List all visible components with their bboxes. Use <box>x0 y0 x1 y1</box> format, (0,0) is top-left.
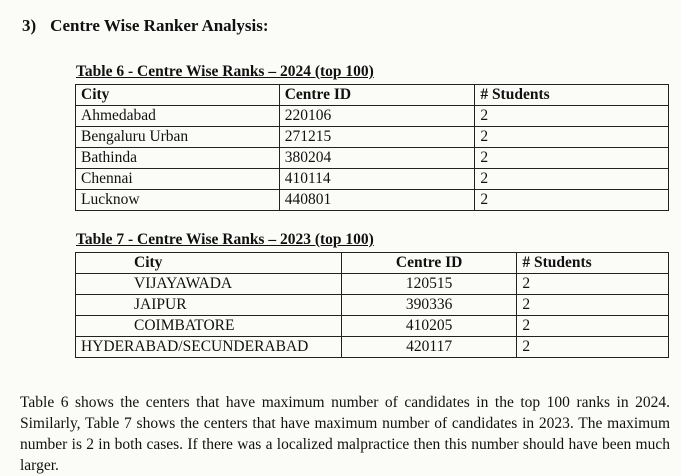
city-cell: Lucknow <box>76 190 280 211</box>
students-cell: 2 <box>517 295 669 316</box>
table-row <box>76 316 669 337</box>
table7-header-city: City <box>76 253 342 274</box>
table7-caption: Table 7 - Centre Wise Ranks – 2023 (top 100) <box>76 231 374 248</box>
table-row <box>76 337 669 358</box>
table6-header-students: # Students <box>475 85 669 106</box>
centre-id-cell: 380204 <box>279 148 475 169</box>
students-cell: 2 <box>475 190 669 211</box>
city-cell: JAIPUR <box>76 295 342 316</box>
students-cell: 2 <box>517 337 669 358</box>
table7-header-row <box>76 253 669 274</box>
table6-header-city: City <box>76 85 280 106</box>
table-row <box>76 148 669 169</box>
city-cell: HYDERABAD/SECUNDERABAD <box>76 337 342 358</box>
table6 <box>75 84 669 211</box>
table-row <box>76 127 669 148</box>
centre-id-cell: 440801 <box>279 190 475 211</box>
students-cell: 2 <box>475 106 669 127</box>
centre-id-cell: 420117 <box>341 337 516 358</box>
section-heading <box>22 16 269 36</box>
table-row <box>76 274 669 295</box>
table-row <box>76 106 669 127</box>
city-cell: Chennai <box>76 169 280 190</box>
body-paragraph: Table 6 shows the centers that have maximum number of candidates in the top 100 ranks in 2024. Similarly, Table 7 shows the centers that have maximum number of candidates in 2023. The maximum number is 2 in both cases. If there was a localized malpractice then this number should have been much larger. <box>20 393 670 474</box>
table-row <box>76 190 669 211</box>
table6-header-centre-id: Centre ID <box>279 85 475 106</box>
city-cell: COIMBATORE <box>76 316 342 337</box>
city-cell: Ahmedabad <box>76 106 280 127</box>
table7-header-centre-id: Centre ID <box>341 253 516 274</box>
centre-id-cell: 390336 <box>341 295 516 316</box>
centre-id-cell: 120515 <box>341 274 516 295</box>
city-cell: Bathinda <box>76 148 280 169</box>
section-number: 3) <box>22 16 37 35</box>
centre-id-cell: 271215 <box>279 127 475 148</box>
students-cell: 2 <box>517 274 669 295</box>
table7 <box>75 252 669 358</box>
table6-caption: Table 6 - Centre Wise Ranks – 2024 (top 100) <box>76 63 374 80</box>
city-cell: VIJAYAWADA <box>76 274 342 295</box>
table-row <box>76 295 669 316</box>
centre-id-cell: 410205 <box>341 316 516 337</box>
students-cell: 2 <box>475 169 669 190</box>
table-row <box>76 169 669 190</box>
city-cell: Bengaluru Urban <box>76 127 280 148</box>
students-cell: 2 <box>475 127 669 148</box>
table7-header-students: # Students <box>517 253 669 274</box>
students-cell: 2 <box>517 316 669 337</box>
centre-id-cell: 410114 <box>279 169 475 190</box>
section-title: Centre Wise Ranker Analysis: <box>50 16 269 35</box>
centre-id-cell: 220106 <box>279 106 475 127</box>
table6-header-row <box>76 85 669 106</box>
students-cell: 2 <box>475 148 669 169</box>
